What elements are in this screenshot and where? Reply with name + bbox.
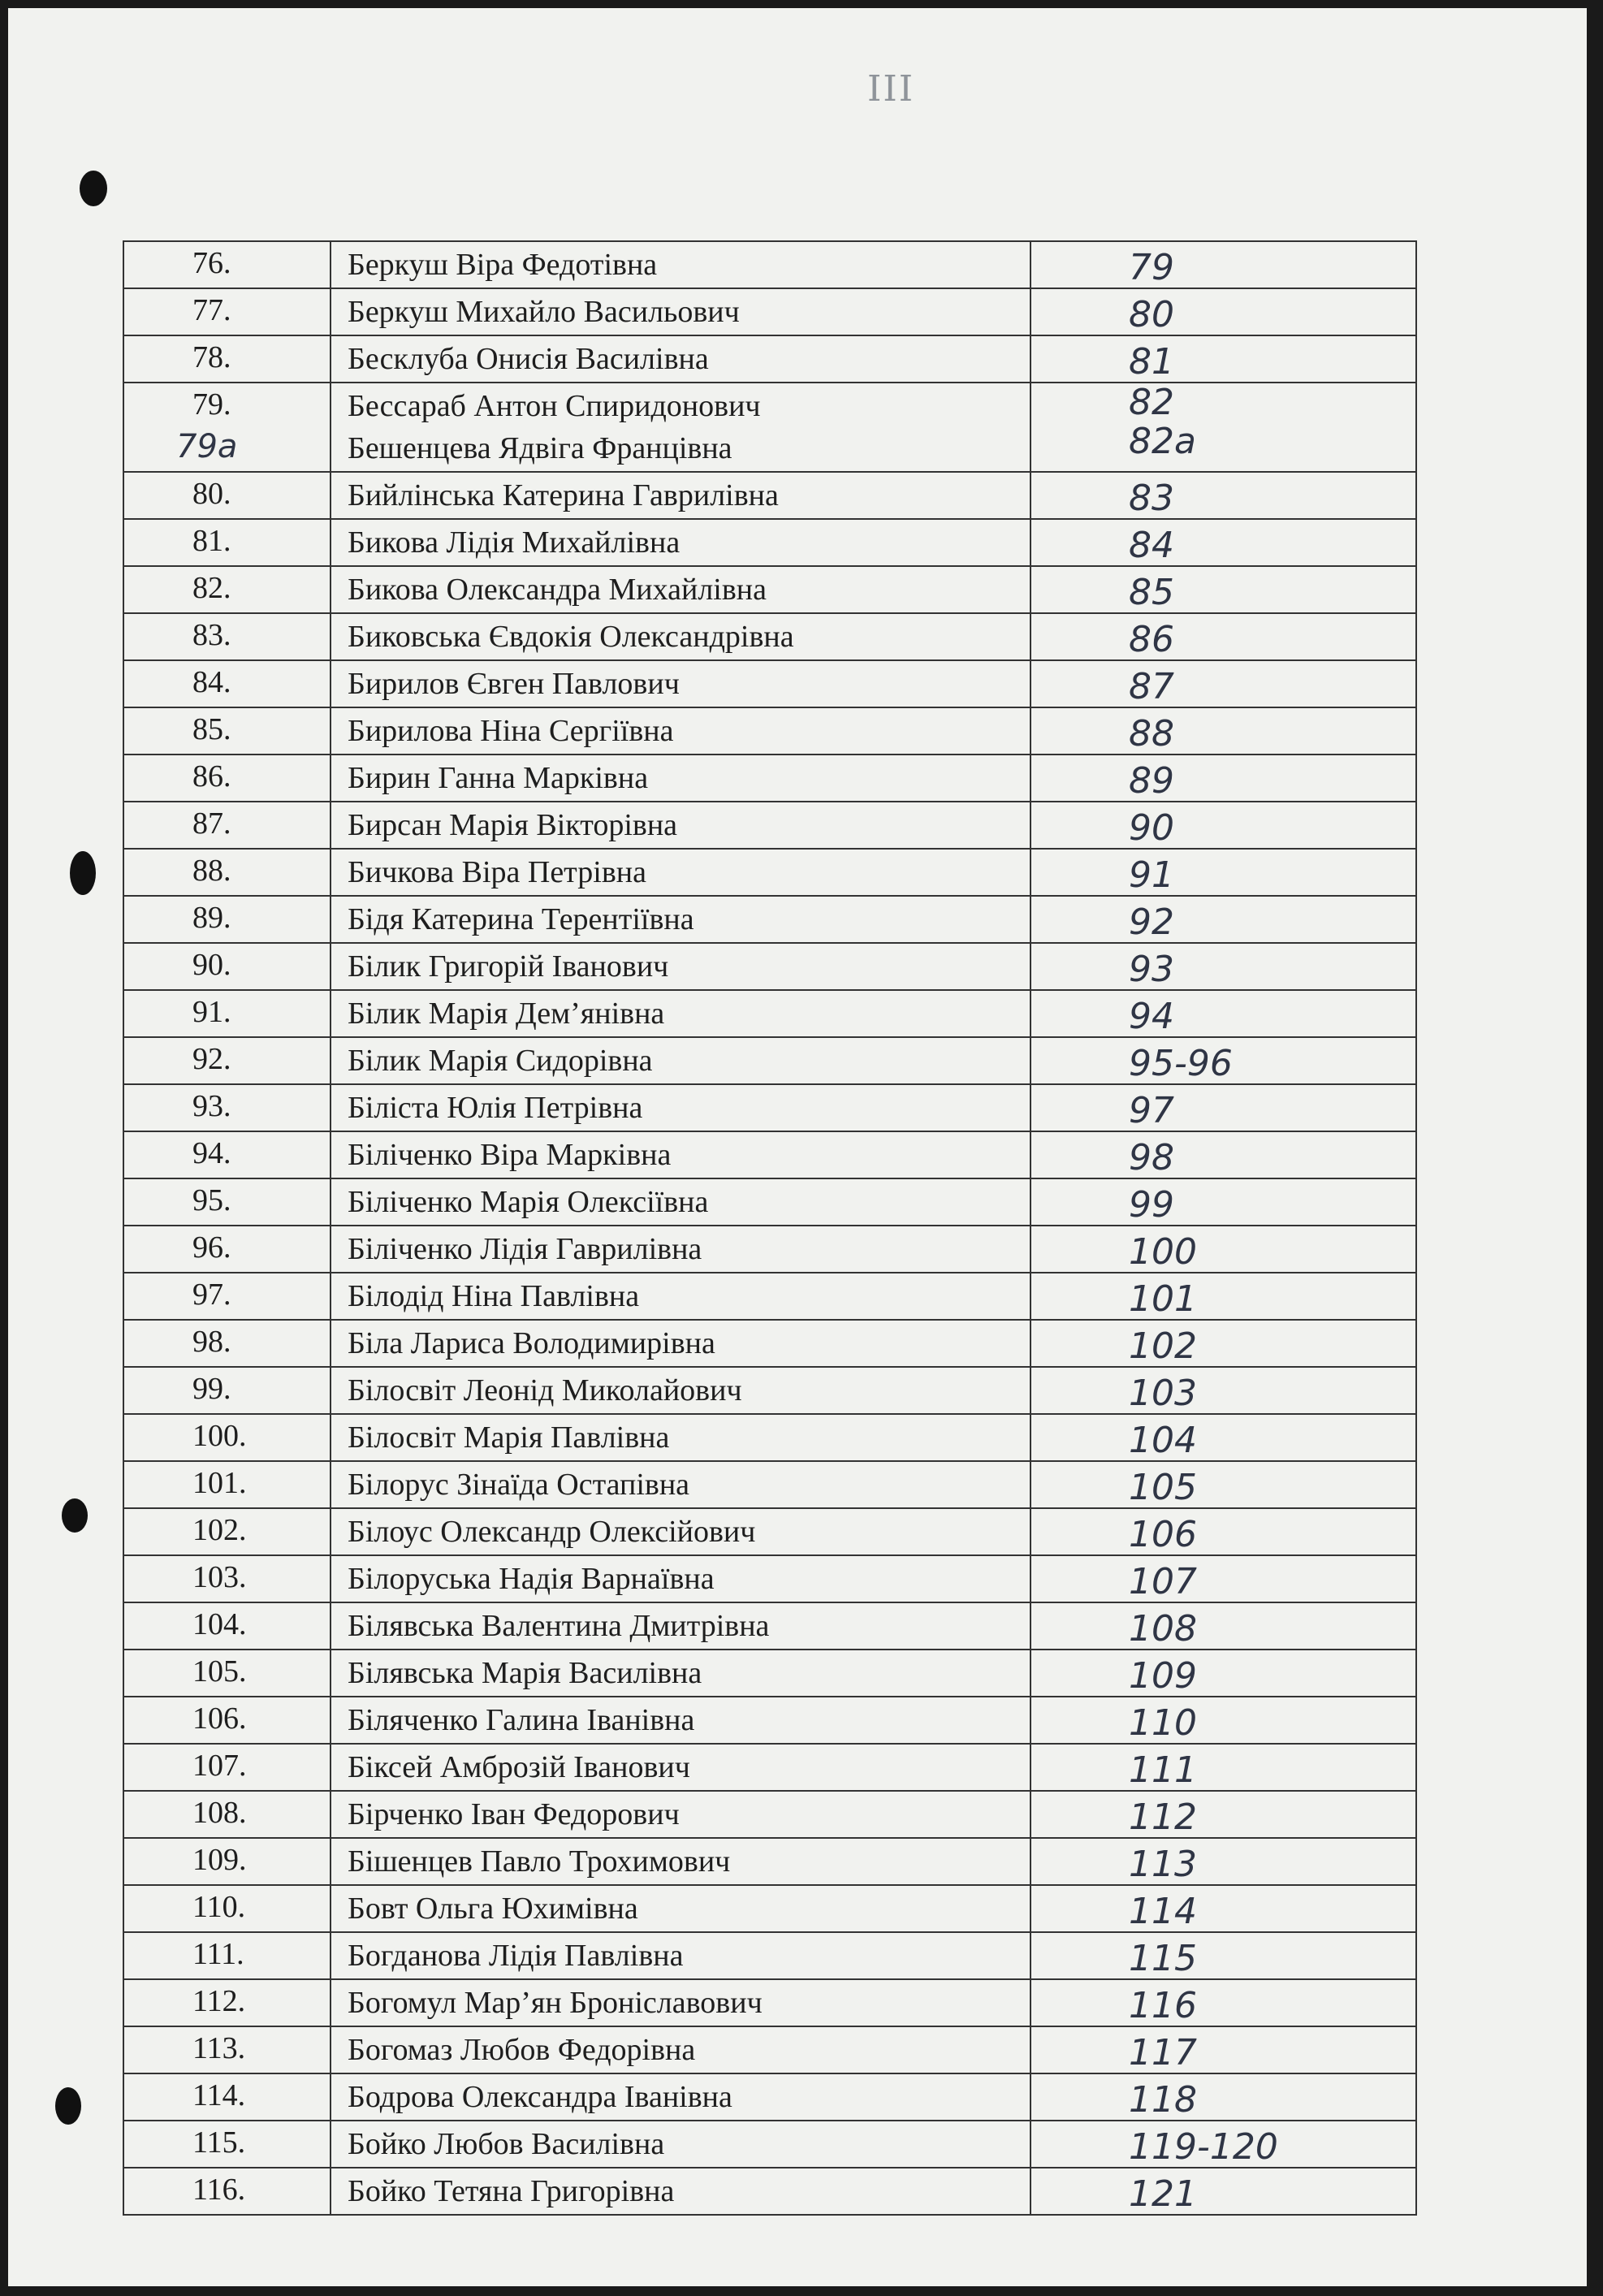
row-name: Биковська Євдокія Олександрівна	[348, 620, 794, 654]
row-name: Біляченко Галина Іванівна	[348, 1703, 695, 1737]
row-number: 103.	[192, 1560, 247, 1594]
table-row	[123, 1178, 1416, 1226]
table-row	[123, 849, 1416, 896]
table-row	[123, 990, 1416, 1037]
table-row	[123, 613, 1416, 660]
punch-hole	[70, 851, 96, 895]
table-row	[123, 1273, 1416, 1320]
row-name: Білосвіт Марія Павлівна	[348, 1420, 670, 1455]
row-number: 88.	[192, 854, 231, 888]
row-number: 106.	[192, 1701, 247, 1736]
table-row	[123, 1508, 1416, 1555]
table-row	[123, 1979, 1416, 2026]
table-row	[123, 1932, 1416, 1979]
row-name: Богданова Лідія Павлівна	[348, 1939, 684, 1973]
table-row	[123, 1602, 1416, 1650]
row-number: 94.	[192, 1136, 231, 1170]
row-name: Бикова Олександра Михайлівна	[348, 573, 767, 607]
row-page-added: 82а	[1129, 421, 1196, 462]
table-row	[123, 802, 1416, 849]
row-name: Біліста Юлія Петрівна	[348, 1091, 643, 1125]
row-page: 113	[1129, 1844, 1197, 1885]
row-name: Бичкова Віра Петрівна	[348, 855, 646, 889]
table-row	[123, 566, 1416, 613]
row-number: 99.	[192, 1372, 231, 1406]
punch-hole	[80, 171, 107, 206]
row-number: 76.	[192, 246, 231, 280]
row-number: 93.	[192, 1089, 231, 1123]
row-number: 114.	[192, 2078, 246, 2112]
row-name: Бодрова Олександра Іванівна	[348, 2080, 732, 2114]
row-page: 101	[1129, 1278, 1197, 1320]
row-name: Бирсан Марія Вікторівна	[348, 808, 678, 842]
table-row	[123, 2073, 1416, 2121]
row-number: 101.	[192, 1466, 247, 1500]
page-mark: III	[867, 68, 915, 110]
row-page: 87	[1129, 666, 1174, 707]
roster-table	[123, 240, 1417, 2216]
row-name: Бийлінська Катерина Гаврилівна	[348, 478, 779, 512]
row-page: 105	[1129, 1467, 1197, 1508]
row-page: 112	[1129, 1797, 1197, 1838]
row-page: 81	[1129, 341, 1174, 383]
row-page: 82	[1129, 383, 1174, 423]
row-number: 90.	[192, 948, 231, 982]
document-page	[8, 8, 1587, 2286]
row-number: 115.	[192, 2125, 246, 2160]
row-name: Білик Григорій Іванович	[348, 949, 669, 984]
table-row	[123, 2121, 1416, 2168]
table-row	[123, 2168, 1416, 2215]
table-row	[123, 2026, 1416, 2073]
row-page: 98	[1129, 1137, 1174, 1178]
row-name: Біліченко Лідія Гаврилівна	[348, 1232, 702, 1266]
row-number: 84.	[192, 665, 231, 699]
table-row	[123, 1320, 1416, 1367]
table-row	[123, 1791, 1416, 1838]
row-number: 113.	[192, 2031, 246, 2065]
row-page: 114	[1129, 1891, 1197, 1932]
row-name: Бесклуба Онисія Василівна	[348, 342, 709, 376]
row-page: 104	[1129, 1420, 1197, 1461]
table-row	[123, 472, 1416, 519]
row-number: 116.	[192, 2173, 246, 2207]
row-page: 93	[1129, 949, 1174, 990]
punch-hole	[62, 1498, 88, 1533]
row-name: Біліченко Марія Олексіївна	[348, 1185, 709, 1219]
row-name: Бірченко Іван Федорович	[348, 1797, 680, 1831]
row-number: 107.	[192, 1749, 247, 1783]
row-page: 111	[1129, 1749, 1197, 1791]
row-name: Біліченко Віра Марківна	[348, 1138, 672, 1172]
row-page: 83	[1129, 478, 1174, 519]
table-row	[123, 1697, 1416, 1744]
row-name: Білявська Валентина Дмитрівна	[348, 1609, 770, 1643]
table-row	[123, 707, 1416, 755]
row-name: Бовт Ольга Юхимівна	[348, 1892, 638, 1926]
row-page: 121	[1129, 2173, 1197, 2215]
row-name: Бішенцев Павло Трохимович	[348, 1844, 731, 1879]
table-row-double	[123, 383, 1416, 472]
row-page: 117	[1129, 2032, 1197, 2073]
row-number: 79.	[192, 387, 231, 422]
row-number: 98.	[192, 1325, 231, 1359]
row-name: Бирилов Євген Павлович	[348, 667, 680, 701]
row-number: 111.	[192, 1937, 244, 1971]
table-row	[123, 335, 1416, 383]
row-page: 94	[1129, 996, 1174, 1037]
table-row	[123, 1461, 1416, 1508]
row-name: Білик Марія Дем’янівна	[348, 997, 665, 1031]
row-name: Бирилова Ніна Сергіївна	[348, 714, 674, 748]
row-number: 82.	[192, 571, 231, 605]
row-page: 90	[1129, 807, 1174, 849]
row-number: 92.	[192, 1042, 231, 1076]
table-row	[123, 1037, 1416, 1084]
table-row	[123, 943, 1416, 990]
row-number: 77.	[192, 293, 231, 327]
row-name: Богомул Мар’ян Броніславович	[348, 1986, 763, 2020]
row-name: Білявська Марія Василівна	[348, 1656, 702, 1690]
table-row	[123, 896, 1416, 943]
row-number: 95.	[192, 1183, 231, 1217]
row-page: 102	[1129, 1325, 1197, 1367]
row-page: 110	[1129, 1702, 1197, 1744]
row-name: Беркуш Михайло Васильович	[348, 295, 740, 329]
table-row	[123, 755, 1416, 802]
row-page: 116	[1129, 1985, 1197, 2026]
row-page: 108	[1129, 1608, 1197, 1650]
table-row	[123, 1367, 1416, 1414]
row-name: Бикова Лідія Михайлівна	[348, 525, 681, 560]
row-number-handwritten: 79а	[176, 428, 238, 465]
row-number: 108.	[192, 1796, 247, 1830]
punch-hole	[55, 2087, 81, 2125]
row-number: 112.	[192, 1984, 246, 2018]
row-name: Білорус Зінаїда Остапівна	[348, 1468, 690, 1502]
row-page: 109	[1129, 1655, 1197, 1697]
row-page: 97	[1129, 1090, 1174, 1131]
table-row	[123, 1744, 1416, 1791]
row-page: 115	[1129, 1938, 1197, 1979]
table-row	[123, 660, 1416, 707]
row-name: Беркуш Віра Федотівна	[348, 248, 658, 282]
row-number: 109.	[192, 1843, 247, 1877]
row-page: 86	[1129, 619, 1174, 660]
row-name-added: Бешенцева Ядвіга Францівна	[348, 431, 732, 465]
row-number: 96.	[192, 1230, 231, 1265]
row-page: 85	[1129, 572, 1174, 613]
row-number: 80.	[192, 477, 231, 511]
row-name: Бойко Тетяна Григорівна	[348, 2174, 675, 2208]
row-number: 83.	[192, 618, 231, 652]
row-page: 103	[1129, 1373, 1197, 1414]
row-name: Бойко Любов Василівна	[348, 2127, 665, 2161]
table-row	[123, 1885, 1416, 1932]
row-page: 107	[1129, 1561, 1197, 1602]
table-row	[123, 1555, 1416, 1602]
row-name: Біксей Амброзій Іванович	[348, 1750, 690, 1784]
row-page: 95-96	[1129, 1043, 1233, 1084]
row-page: 106	[1129, 1514, 1197, 1555]
row-page: 99	[1129, 1184, 1174, 1226]
row-name: Білодід Ніна Павлівна	[348, 1279, 640, 1313]
row-page: 89	[1129, 760, 1174, 802]
row-name: Бідя Катерина Терентіївна	[348, 902, 694, 936]
row-name: Бирин Ганна Марківна	[348, 761, 649, 795]
row-page: 88	[1129, 713, 1174, 755]
row-number: 87.	[192, 806, 231, 841]
row-number: 104.	[192, 1607, 247, 1641]
row-page: 118	[1129, 2079, 1197, 2121]
row-name: Богомаз Любов Федорівна	[348, 2033, 696, 2067]
table-row	[123, 288, 1416, 335]
row-number: 78.	[192, 340, 231, 374]
row-name: Білик Марія Сидорівна	[348, 1044, 653, 1078]
row-name: Білосвіт Леонід Миколайович	[348, 1373, 742, 1407]
row-number: 110.	[192, 1890, 246, 1924]
row-page: 80	[1129, 294, 1174, 335]
row-page: 79	[1129, 247, 1174, 288]
table-row	[123, 1414, 1416, 1461]
row-number: 81.	[192, 524, 231, 558]
row-page: 92	[1129, 902, 1174, 943]
row-number: 97.	[192, 1278, 231, 1312]
table-row	[123, 519, 1416, 566]
table-row	[123, 1650, 1416, 1697]
table-row	[123, 241, 1416, 288]
row-page: 100	[1129, 1231, 1197, 1273]
row-number: 89.	[192, 901, 231, 935]
row-name: Білоус Олександр Олексійович	[348, 1515, 756, 1549]
row-number: 100.	[192, 1419, 247, 1453]
row-number: 105.	[192, 1654, 247, 1688]
row-page: 119-120	[1129, 2126, 1278, 2168]
row-name: Біла Лариса Володимирівна	[348, 1326, 715, 1360]
row-number: 102.	[192, 1513, 247, 1547]
row-number: 86.	[192, 759, 231, 793]
table-row	[123, 1084, 1416, 1131]
row-page: 84	[1129, 525, 1174, 566]
row-number: 85.	[192, 712, 231, 746]
row-page: 91	[1129, 854, 1174, 896]
row-name: Бессараб Антон Спиридонович	[348, 389, 761, 423]
table-row	[123, 1131, 1416, 1178]
table-row	[123, 1838, 1416, 1885]
table-row	[123, 1226, 1416, 1273]
row-name: Білоруська Надія Варнаївна	[348, 1562, 715, 1596]
row-number: 91.	[192, 995, 231, 1029]
